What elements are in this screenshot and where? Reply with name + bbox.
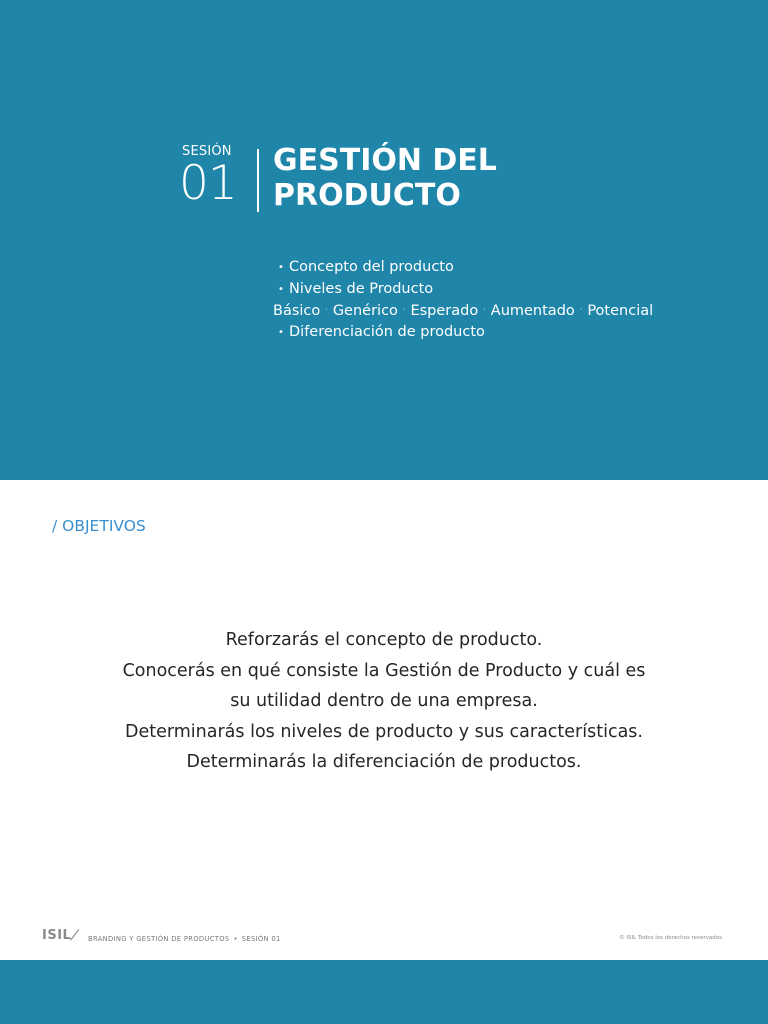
objective-line: su utilidad dentro de una empresa. xyxy=(230,691,538,711)
level-generico: Genérico xyxy=(332,303,398,319)
product-levels xyxy=(273,300,653,322)
bottom-band xyxy=(0,960,768,1024)
footer-copyright: © ISIL Todos los derechos reservados xyxy=(619,935,722,941)
objectives-text xyxy=(84,625,684,778)
bullet-icon: • xyxy=(278,262,284,273)
topic-list xyxy=(273,257,653,343)
topic-item: • Diferenciación de producto xyxy=(273,322,653,344)
page-title: GESTIÓN DEL PRODUCTO xyxy=(273,143,497,213)
title-divider xyxy=(257,149,259,212)
topic-item: • Concepto del producto xyxy=(273,257,653,279)
level-basico: Básico xyxy=(273,303,321,319)
bullet-icon: • xyxy=(278,283,284,295)
separator-dot-icon: · xyxy=(402,305,406,314)
separator-dot-icon: · xyxy=(483,305,486,314)
level-aumentado: Aumentado xyxy=(490,303,575,319)
separator-dot-icon: • xyxy=(233,935,238,943)
footer-course: BRANDING Y GESTIÓN DE PRODUCTOS • SESIÓN 01 xyxy=(88,935,281,943)
level-potencial: Potencial xyxy=(587,303,654,319)
session-number: 01 xyxy=(179,156,237,211)
separator-dot-icon: · xyxy=(325,305,328,314)
objective-line: Determinarás la diferenciación de productos. xyxy=(186,752,582,772)
session-label: SESIÓN xyxy=(182,144,232,159)
bullet-icon: • xyxy=(278,326,284,338)
logo-slash-icon: / xyxy=(68,928,82,943)
topic-item: • Niveles de Producto xyxy=(273,279,653,301)
objectives-heading: / OBJETIVOS xyxy=(52,517,146,535)
objective-line: Reforzarás el concepto de producto. xyxy=(225,630,543,650)
isil-logo: ISIL/ xyxy=(42,928,82,943)
separator-dot-icon: · xyxy=(579,305,583,314)
objective-line: Determinarás los niveles de producto y sus características. xyxy=(125,721,643,742)
hero-banner xyxy=(0,0,768,480)
objective-line: Conocerás en qué consiste la Gestión de Producto y cuál es xyxy=(122,660,646,681)
level-esperado: Esperado xyxy=(410,303,479,319)
page-footer xyxy=(0,925,768,953)
